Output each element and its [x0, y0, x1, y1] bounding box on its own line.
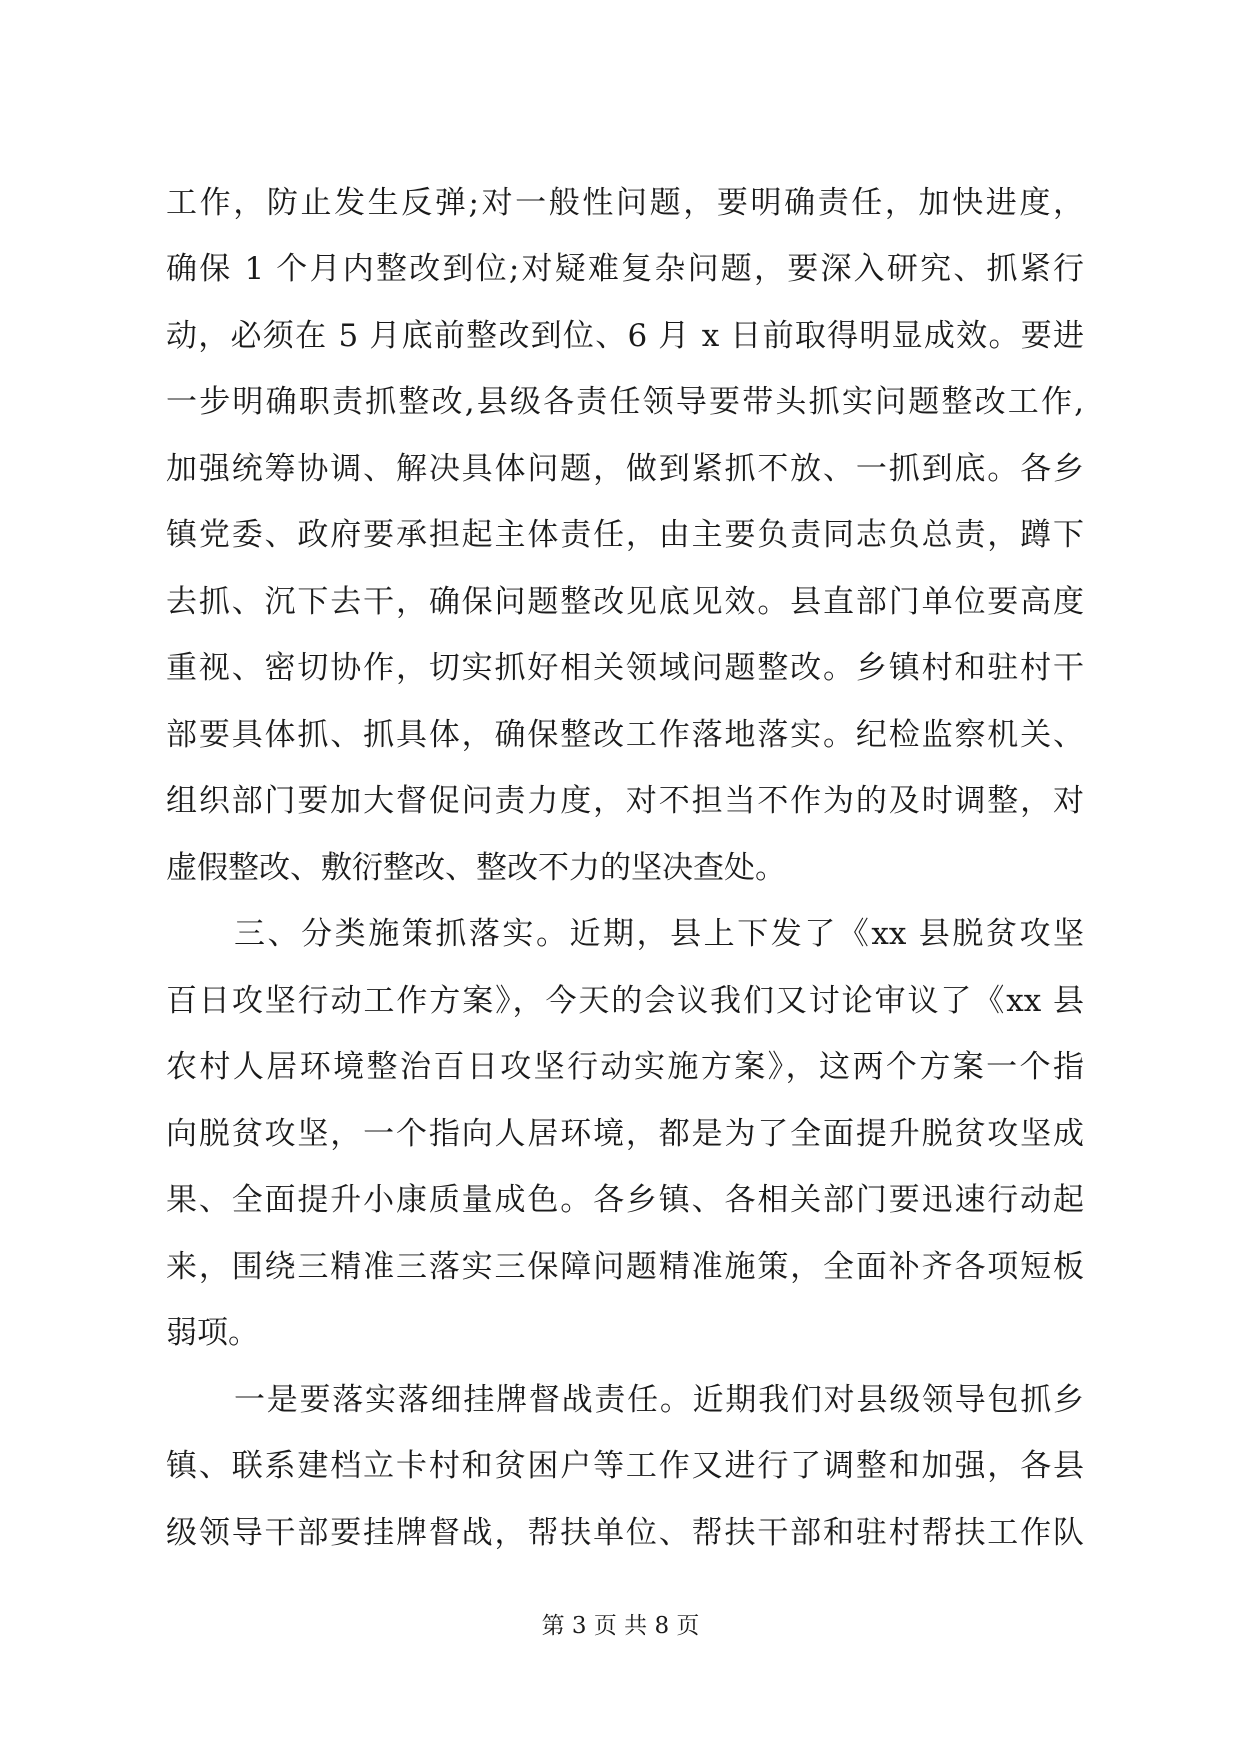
text-line: 动，必须在 5 月底前整改到位、6 月 x 日前取得明显成效。要进 [166, 318, 1084, 354]
text-line: 级领导干部要挂牌督战，帮扶单位、帮扶干部和驻村帮扶工作队 [166, 1515, 1084, 1551]
text-line: 工作，防止发生反弹;对一般性问题，要明确责任，加快进度， [166, 185, 1084, 221]
text-line: 部要具体抓、抓具体，确保整改工作落地落实。纪检监察机关、 [166, 717, 1084, 753]
text-line: 弱项。 [166, 1315, 259, 1351]
text-line: 三、分类施策抓落实。近期，县上下发了《xx 县脱贫攻坚 [234, 916, 1084, 952]
text-line: 组织部门要加大督促问责力度，对不担当不作为的及时调整，对 [166, 783, 1084, 819]
text-line: 果、全面提升小康质量成色。各乡镇、各相关部门要迅速行动起 [166, 1182, 1084, 1218]
text-line: 百日攻坚行动工作方案》，今天的会议我们又讨论审议了《xx 县 [166, 983, 1084, 1019]
text-line: 加强统筹协调、解决具体问题，做到紧抓不放、一抓到底。各乡 [166, 451, 1084, 487]
text-line: 农村人居环境整治百日攻坚行动实施方案》，这两个方案一个指 [166, 1049, 1084, 1085]
text-line: 镇党委、政府要承担起主体责任，由主要负责同志负总责，蹲下 [166, 517, 1084, 553]
text-line: 一是要落实落细挂牌督战责任。近期我们对县级领导包抓乡 [234, 1382, 1084, 1418]
text-line: 虚假整改、敷衍整改、整改不力的坚决查处。 [166, 850, 786, 886]
text-line: 镇、联系建档立卡村和贫困户等工作又进行了调整和加强，各县 [166, 1448, 1084, 1484]
text-line: 重视、密切协作，切实抓好相关领域问题整改。乡镇村和驻村干 [166, 650, 1084, 686]
text-line: 一步明确职责抓整改,县级各责任领导要带头抓实问题整改工作, [166, 384, 1084, 420]
page-number-footer: 第 3 页 共 8 页 [541, 1613, 700, 1639]
text-line: 确保 1 个月内整改到位;对疑难复杂问题，要深入研究、抓紧行 [166, 251, 1084, 287]
text-line: 来，围绕三精准三落实三保障问题精准施策，全面补齐各项短板 [166, 1249, 1084, 1285]
text-line: 去抓、沉下去干，确保问题整改见底见效。县直部门单位要高度 [166, 584, 1084, 620]
text-line: 向脱贫攻坚，一个指向人居环境，都是为了全面提升脱贫攻坚成 [166, 1116, 1084, 1152]
